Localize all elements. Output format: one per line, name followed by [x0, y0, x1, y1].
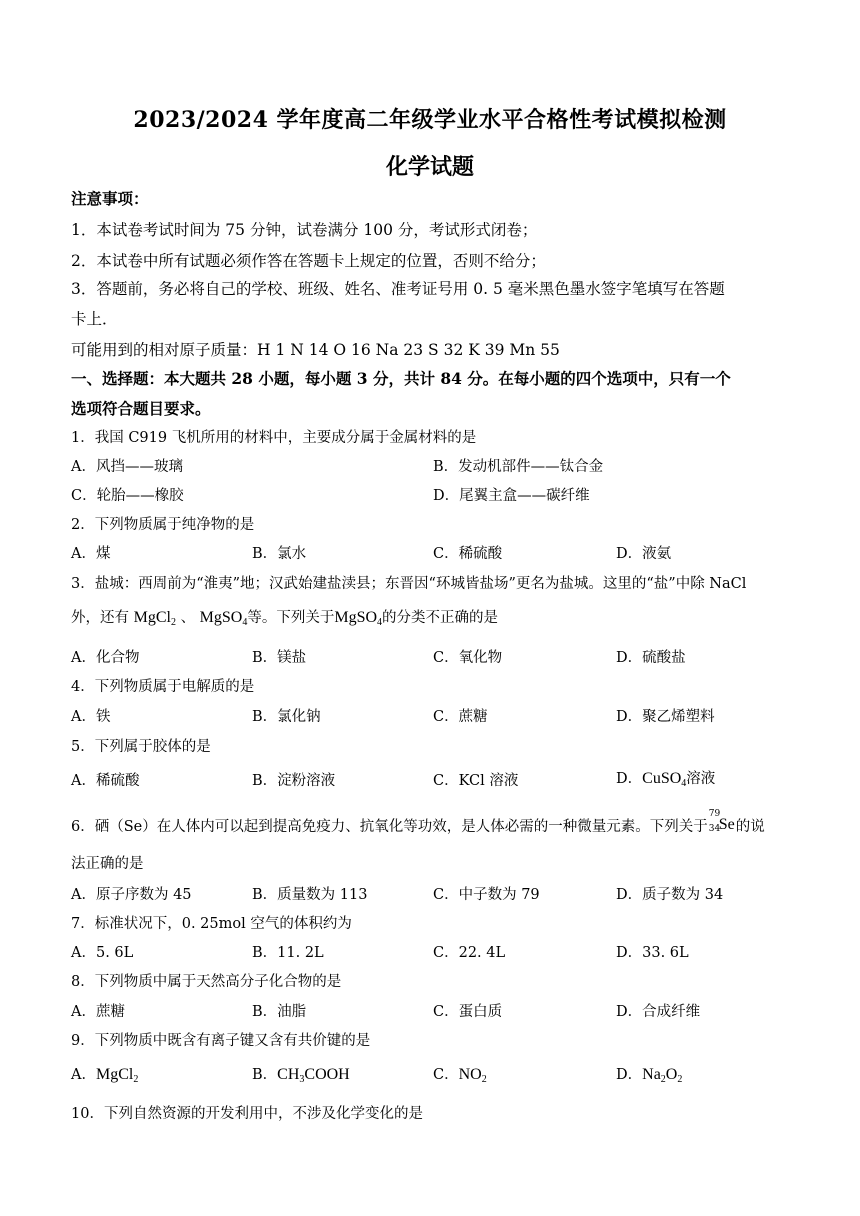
formula-no2 — [459, 1066, 487, 1083]
question-2-option-d: D．液氨 — [616, 546, 672, 562]
question-7-stem: 7．标准状况下，0. 25mol 空气的体积约为 — [71, 916, 352, 932]
question-6-option-b: B．质量数为 113 — [252, 887, 368, 903]
question-9-stem: 9．下列物质中既含有离子键又含有共价键的是 — [71, 1033, 371, 1049]
q9-b-label: B． — [252, 1067, 278, 1083]
formula-ch3cooh-sub: 3 — [299, 1074, 305, 1085]
formula-mgcl2-q9-sub: 2 — [133, 1074, 139, 1085]
formula-na2o2 — [642, 1066, 682, 1083]
formula-mgso4-2-sub: 4 — [377, 617, 383, 628]
exam-subtitle: 化学试题 — [385, 154, 474, 180]
notice-item-2: 2．本试卷中所有试题必须作答在答题卡上规定的位置，否则不给分； — [71, 252, 546, 270]
question-3-stem-line1: 3．盐城：西周前为“淮夷”地；汉武始建盐渎县；东晋因“环城皆盐场”更名为盐城。这里的“盐”中除 NaCl — [71, 576, 747, 592]
question-1-stem: 1．我国 C919 飞机所用的材料中，主要成分属于金属材料的是 — [71, 430, 477, 446]
q5-d-label: D． — [616, 771, 643, 787]
formula-cuso4-base: CuSO — [642, 770, 682, 787]
formula-ch3cooh-part2: COOH — [304, 1066, 350, 1083]
formula-mgso4-2 — [334, 609, 382, 626]
formula-cuso4-sub: 4 — [681, 778, 687, 789]
q9-d-label: D． — [616, 1067, 643, 1083]
formula-no2-sub: 2 — [481, 1074, 487, 1085]
question-8-option-b: B．油脂 — [252, 1004, 307, 1020]
formula-mgcl2-q9 — [96, 1066, 138, 1083]
question-7-option-c: C．22. 4L — [433, 945, 506, 961]
formula-mgcl2-q9-base: MgCl — [95, 1066, 134, 1083]
question-7-option-d: D．33. 6L — [616, 945, 689, 961]
question-2-option-a: A．煤 — [71, 546, 111, 562]
question-9-option-d — [616, 1063, 682, 1085]
question-4-option-b: B．氯化钠 — [252, 709, 321, 725]
exam-title: 2023/2024 学年度高二年级学业水平合格性考试模拟检测 — [133, 107, 727, 133]
question-3-option-c: C．氧化物 — [433, 650, 503, 666]
formula-na2o2-sub1: 2 — [660, 1074, 666, 1085]
question-1-option-b: B．发动机部件——钛合金 — [433, 459, 604, 475]
q3-text-2: 等。下列关于 — [247, 610, 335, 626]
notice-item-1: 1．本试卷考试时间为 75 分钟，试卷满分 100 分，考试形式闭卷； — [71, 221, 538, 239]
formula-mgcl2-sub: 2 — [170, 617, 176, 628]
question-3-option-d: D．硫酸盐 — [616, 650, 686, 666]
question-3-stem-line2 — [71, 606, 498, 628]
formula-mgso4-2-base: MgSO — [334, 609, 378, 626]
q3-text-1: 外，还有 — [71, 610, 129, 626]
formula-mgso4-sub: 4 — [242, 617, 248, 628]
question-5-option-c: C．KCl 溶液 — [433, 773, 519, 789]
atomic-masses: 可能用到的相对原子质量：H 1 N 14 O 16 Na 23 S 32 K 39 Mn 55 — [71, 341, 560, 359]
formula-cuso4 — [642, 770, 686, 787]
question-2-stem: 2．下列物质属于纯净物的是 — [71, 517, 255, 533]
q5-d-text: 溶液 — [686, 771, 716, 787]
question-5-option-b: B．淀粉溶液 — [252, 773, 336, 789]
question-9-option-a — [71, 1063, 138, 1085]
question-3-option-a: A．化合物 — [71, 650, 140, 666]
formula-mgso4-base: MgSO — [199, 609, 243, 626]
q9-c-label: C． — [433, 1067, 459, 1083]
notice-item-3: 3．答题前，务必将自己的学校、班级、姓名、准考证号用 0. 5 毫米黑色墨水签字笔填写在答题 — [71, 280, 725, 298]
formula-mgcl2-base: MgCl — [133, 609, 171, 626]
q3-separator: 、 — [180, 610, 196, 626]
isotope-atomic-number: 34 — [708, 824, 721, 834]
formula-na2o2-part2: O — [665, 1066, 678, 1083]
question-6-stem-line1 — [71, 809, 765, 836]
formula-mgso4 — [200, 609, 248, 626]
question-4-option-c: C．蔗糖 — [433, 709, 488, 725]
question-1-option-d: D．尾翼主盒——碳纤维 — [433, 488, 590, 504]
formula-mgcl2 — [134, 609, 176, 626]
question-4-stem: 4．下列物质属于电解质的是 — [71, 679, 255, 695]
question-5-option-a: A．稀硫酸 — [71, 773, 140, 789]
formula-ch3cooh-part1: CH — [277, 1066, 300, 1083]
q6-text-1: 6．硒（Se）在人体内可以起到提高免疫力、抗氧化等功效，是人体必需的一种微量元素。下列关于 — [71, 819, 708, 835]
isotope-symbol: Se — [718, 816, 735, 833]
section-heading-line1: 一、选择题：本大题共 28 小题，每小题 3 分，共计 84 分。在每小题的四个选项中，只有一个 — [71, 369, 731, 388]
question-5-option-d — [616, 767, 715, 789]
question-1-option-c: C．轮胎——橡胶 — [71, 488, 184, 504]
question-7-option-a: A．5. 6L — [71, 945, 134, 961]
question-1-option-a: A．风挡——玻璃 — [71, 459, 183, 475]
section-heading-line2: 选项符合题目要求。 — [71, 399, 211, 418]
question-8-option-d: D．合成纤维 — [616, 1004, 701, 1020]
isotope-se — [708, 809, 736, 835]
isotope-mass-number: 79 — [708, 809, 721, 819]
question-4-option-d: D．聚乙烯塑料 — [616, 709, 715, 725]
notice-item-3-cont: 卡上． — [71, 310, 118, 328]
question-8-option-a: A．蔗糖 — [71, 1004, 125, 1020]
question-4-option-a: A．铁 — [71, 709, 111, 725]
question-6-option-c: C．中子数为 79 — [433, 887, 540, 903]
question-6-stem-line2: 法正确的是 — [71, 856, 144, 872]
question-2-option-b: B．氯水 — [252, 546, 307, 562]
notice-heading: 注意事项： — [71, 189, 149, 208]
question-6-option-d: D．质子数为 34 — [616, 887, 724, 903]
q6-text-2: 的说 — [735, 819, 765, 835]
question-8-option-c: C．蛋白质 — [433, 1004, 503, 1020]
question-5-stem: 5．下列属于胶体的是 — [71, 739, 211, 755]
formula-na2o2-sub2: 2 — [677, 1074, 683, 1085]
question-10-stem: 10．下列自然资源的开发利用中，不涉及化学变化的是 — [71, 1106, 423, 1122]
question-2-option-c: C．稀硫酸 — [433, 546, 503, 562]
question-7-option-b: B．11. 2L — [252, 945, 324, 961]
question-9-option-b — [252, 1063, 350, 1085]
q9-a-label: A． — [71, 1067, 96, 1083]
formula-no2-base: NO — [458, 1066, 482, 1083]
q3-text-3: 的分类不正确的是 — [382, 610, 499, 626]
question-3-option-b: B．镁盐 — [252, 650, 307, 666]
formula-ch3cooh — [277, 1066, 350, 1083]
question-8-stem: 8．下列物质中属于天然高分子化合物的是 — [71, 974, 342, 990]
question-9-option-c — [433, 1063, 487, 1085]
question-6-option-a: A．原子序数为 45 — [71, 887, 192, 903]
formula-na2o2-part1: Na — [642, 1066, 661, 1083]
